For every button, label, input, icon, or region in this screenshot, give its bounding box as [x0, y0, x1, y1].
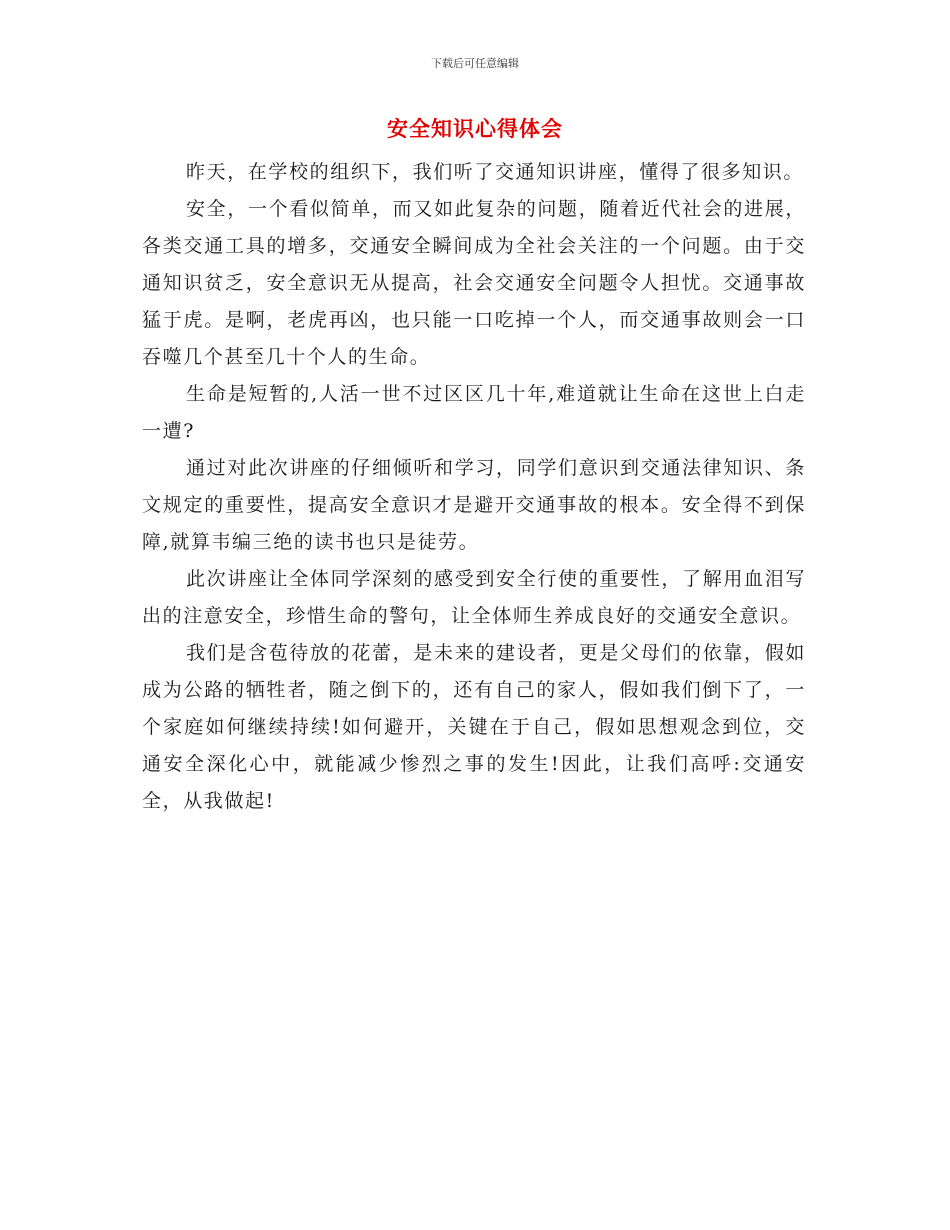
- document-body: [142, 154, 806, 820]
- paragraph: 此次讲座让全体同学深刻的感受到安全行使的重要性，了解用血泪写出的注意安全，珍惜生命的警句，让全体师生养成良好的交通安全意识。: [142, 568, 806, 627]
- paragraph: 昨天，在学校的组织下，我们听了交通知识讲座，懂得了很多知识。: [186, 161, 805, 183]
- paragraph: 生命是短暂的,人活一世不过区区几十年,难道就让生命在这世上白走一遭?: [142, 383, 806, 442]
- document-title: 安全知识心得体会: [387, 117, 563, 141]
- header-note: 下载后可任意编辑: [431, 57, 519, 70]
- paragraph: 安全，一个看似简单，而又如此复杂的问题，随着近代社会的进展，各类交通工具的增多，交通安全瞬间成为全社会关注的一个问题。由于交通知识贫乏，安全意识无从提高，社会交通安全问题令人担忧。交通事故猛于虎。是啊，老虎再凶，也只能一口吃掉一个人，而交通事故则会一口吞噬几个甚至几十个人的生命。: [142, 198, 806, 368]
- paragraph: 我们是含苞待放的花蕾，是未来的建设者，更是父母们的依靠，假如成为公路的牺牲者，随之倒下的，还有自己的家人，假如我们倒下了，一个家庭如何继续持续!如何避开，关键在于自己，假如思想观念到位，交通安全深化心中，就能减少惨烈之事的发生!因此，让我们高呼:交通安全，从我做起!: [142, 642, 806, 812]
- paragraph: 通过对此次讲座的仔细倾听和学习，同学们意识到交通法律知识、条文规定的重要性，提高安全意识才是避开交通事故的根本。安全得不到保障,就算韦编三绝的读书也只是徒劳。: [142, 457, 806, 553]
